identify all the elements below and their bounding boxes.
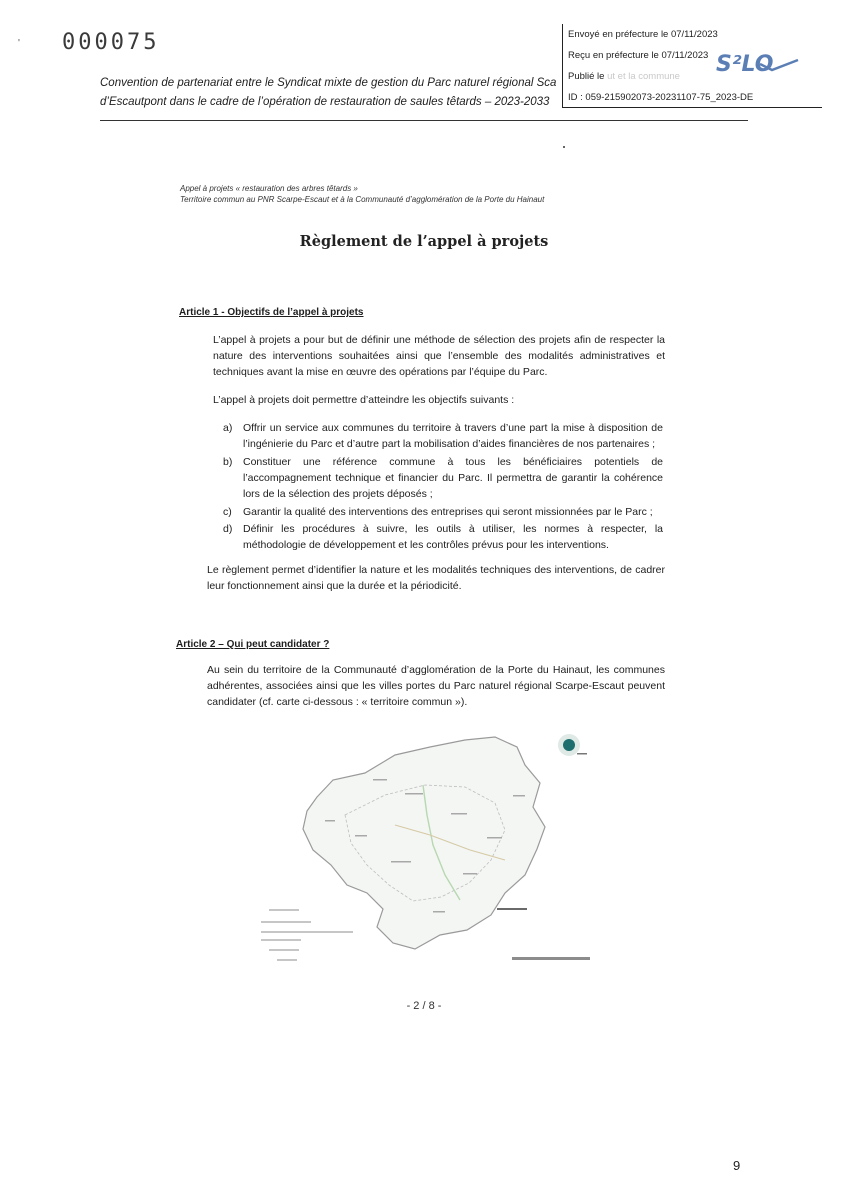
page-number: - 2 / 8 - — [406, 1000, 442, 1012]
objective-letter: b) — [223, 456, 233, 468]
stamp-received: Reçu en préfecture le 07/11/2023 — [568, 50, 709, 61]
objective-letter: a) — [223, 422, 233, 434]
article1-paragraph3: Le règlement permet d’identifier la nature et les modalités techniques des interventions, de cadrer leur fonctionnement ainsi que la durée et la périodicité. — [207, 564, 665, 592]
article2-paragraph1: Au sein du territoire de la Communauté d’agglomération de la Porte du Hainaut, les communes adhérentes, associées ainsi que les villes portes du Parc naturel régional Scarpe-Escaut peuvent candidater (cf. carte ci-dessous : « territoire commun »). — [207, 664, 665, 708]
objective-item-a — [223, 420, 665, 452]
convention-title — [100, 74, 570, 112]
page-title: Règlement de l’appel à projets — [299, 233, 549, 250]
objective-text: Garantir la qualité des interventions des entreprises qui seront missionnées par le Parc ; — [243, 506, 653, 518]
objective-text: Définir les procédures à suivre, les outils à utiliser, les normes à respecter, la méthodologie de développement et les contrôles prévus pour les interventions. — [243, 523, 663, 551]
call-header — [180, 183, 544, 205]
objective-item-b — [223, 454, 665, 502]
objective-item-d — [223, 521, 665, 553]
article1-paragraph1: L’appel à projets a pour but de définir une méthode de sélection des projets afin de respecter la nature des interventions souhaitées ainsi que l’ensemble des modalités administratives et techniques avant la mise en œuvre des opérations par l’équipe du Parc. — [213, 334, 665, 378]
s2lo-logo-text: S²LO — [716, 52, 774, 77]
article1-heading: Article 1 - Objectifs de l’appel à projets — [179, 307, 364, 318]
objective-letter: c) — [223, 506, 232, 518]
header-divider — [100, 120, 748, 121]
scan-dot: ' — [18, 38, 20, 49]
convention-title-line1: Convention de partenariat entre le Syndicat mixte de gestion du Parc naturel régional Sca — [100, 77, 557, 89]
objective-text: Offrir un service aux communes du territoire à travers d’une part la mise à disposition de l’ingénierie du Parc et d’autre part la mobilisation d’aides financières de nos partenaires ; — [243, 422, 663, 450]
article1-paragraph2: L’appel à projets doit permettre d’atteindre les objectifs suivants : — [213, 394, 515, 406]
s2lo-logo — [716, 52, 773, 77]
territory-map-graphic — [255, 725, 595, 975]
stamp-id: ID : 059-215902073-20231107-75_2023-DE — [568, 92, 754, 103]
article2-heading: Article 2 – Qui peut candidater ? — [176, 639, 330, 650]
checkmark-icon — [758, 58, 802, 74]
sheet-number: 9 — [733, 1158, 741, 1173]
stamp-published: Publié le — [568, 71, 605, 82]
document-number: 000075 — [62, 30, 160, 55]
stamp-sent: Envoyé en préfecture le 07/11/2023 — [568, 29, 718, 40]
objective-text: Constituer une référence commune à tous les bénéficiaires potentiels de l’accompagnement technique et financier du Parc. Il permettra de garantir la cohérence lors de la sélection des projets déposés ; — [243, 456, 663, 500]
objective-letter: d) — [223, 523, 233, 535]
territory-map — [255, 725, 595, 975]
convention-title-line2: d’Escautpont dans le cadre de l’opération de restauration de saules têtards – 2023-2033 — [100, 96, 550, 108]
stamp-faded-text: ut et la commune — [607, 71, 680, 82]
call-header-line2: Territoire commun au PNR Scarpe-Escaut et à la Communauté d’agglomération de la Porte du Hainaut — [180, 195, 545, 204]
objective-item-c — [223, 504, 665, 520]
scan-speck — [563, 146, 565, 148]
call-header-line1: Appel à projets « restauration des arbres têtards » — [180, 184, 358, 193]
